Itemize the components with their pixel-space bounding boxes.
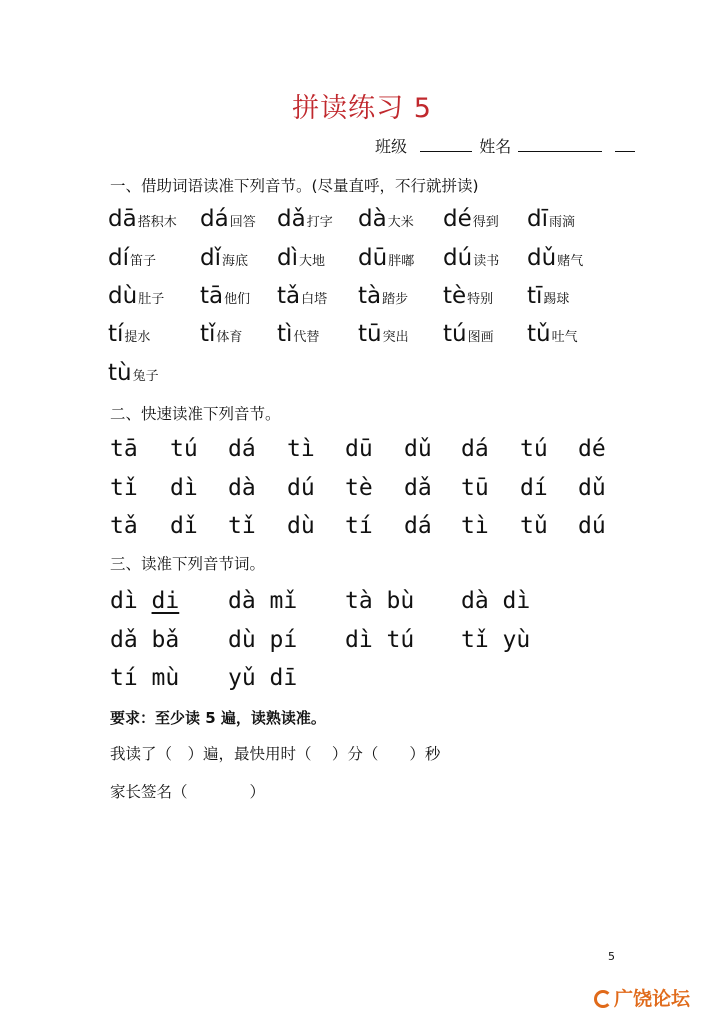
example-word: 踏步: [382, 292, 409, 307]
syllable: tǎ: [110, 513, 138, 539]
pinyin-syllable: tì: [277, 321, 293, 347]
example-word: 踢球: [543, 292, 570, 307]
syllable: tì: [461, 513, 489, 539]
pinyin-syllable: tǎ: [277, 283, 301, 309]
name-label: 姓名: [479, 137, 512, 156]
pinyin-syllable: tā: [200, 283, 224, 309]
pinyin-item: [277, 283, 327, 309]
class-name-line: [375, 134, 635, 157]
syllable: dá: [461, 436, 489, 462]
pinyin-syllable: tù: [108, 360, 132, 386]
example-word: 特别: [467, 292, 494, 307]
name-blank: [518, 137, 602, 152]
pinyin-item: [108, 283, 164, 309]
pinyin-item: [527, 283, 569, 309]
pinyin-syllable: tǔ: [527, 321, 551, 347]
pinyin-syllable: dá: [200, 206, 229, 232]
class-label: 班级: [375, 137, 408, 156]
pinyin-item: [443, 206, 499, 232]
pinyin-item: [108, 245, 156, 271]
pinyin-word: dà mǐ: [228, 588, 298, 614]
syllable: tū: [461, 475, 489, 501]
pinyin-word: tà bù: [345, 588, 415, 614]
pinyin-item: [358, 206, 414, 232]
syllable: dǔ: [404, 436, 432, 462]
syllable: dì: [170, 475, 198, 501]
example-word: 兔子: [132, 369, 159, 384]
pinyin-item: [277, 321, 319, 347]
example-word: 代替: [293, 330, 320, 345]
pinyin-word: tǐ yù: [461, 627, 531, 653]
pinyin-syllable: tà: [358, 283, 382, 309]
pinyin-item: [358, 283, 408, 309]
pinyin-syllable: tū: [358, 321, 382, 347]
pinyin-word-underlined-part: di: [151, 588, 180, 614]
syllable: dé: [578, 436, 606, 462]
pinyin-item: [200, 283, 250, 309]
example-word: 得到: [472, 215, 499, 230]
pinyin-syllable: dí: [108, 245, 129, 271]
syllable: dá: [404, 513, 432, 539]
syllable: dà: [228, 475, 256, 501]
syllable: tǔ: [520, 513, 548, 539]
section3-heading: 三、读准下列音节词。: [110, 555, 266, 573]
pinyin-item: [527, 321, 578, 347]
syllable: dú: [287, 475, 315, 501]
syllable: dí: [520, 475, 548, 501]
pinyin-item: [277, 206, 333, 232]
example-word: 雨滴: [549, 215, 576, 230]
example-word: 搭积木: [137, 215, 177, 230]
pinyin-item: [527, 206, 575, 232]
syllable: dù: [287, 513, 315, 539]
example-word: 白塔: [301, 292, 328, 307]
logo-g-icon: [594, 990, 612, 1008]
example-word: 提水: [124, 330, 151, 345]
pinyin-syllable: tú: [443, 321, 467, 347]
pinyin-syllable: dú: [443, 245, 473, 271]
pinyin-item: [443, 283, 493, 309]
pinyin-syllable: tǐ: [200, 321, 216, 347]
pinyin-syllable: dū: [358, 245, 388, 271]
pinyin-syllable: dǔ: [527, 245, 557, 271]
syllable: tǐ: [110, 475, 138, 501]
syllable: tǐ: [228, 513, 256, 539]
pinyin-syllable: dā: [108, 206, 137, 232]
syllable: tè: [345, 475, 373, 501]
syllable: dǐ: [170, 513, 198, 539]
syllable: tú: [170, 436, 198, 462]
pinyin-item: [200, 245, 248, 271]
pinyin-syllable: dì: [277, 245, 298, 271]
class-blank: [420, 137, 472, 152]
syllable: dǎ: [404, 475, 432, 501]
pinyin-item: [108, 360, 159, 386]
pinyin-syllable: tè: [443, 283, 467, 309]
logo-text: 广饶论坛: [614, 988, 691, 1010]
pinyin-word: [110, 588, 179, 614]
pinyin-syllable: dǎ: [277, 206, 306, 232]
example-word: 回答: [229, 215, 256, 230]
example-word: 读书: [473, 254, 500, 269]
syllable: tí: [345, 513, 373, 539]
example-word: 大地: [299, 254, 326, 269]
syllable: tā: [110, 436, 138, 462]
pinyin-item: [527, 245, 583, 271]
example-word: 笛子: [130, 254, 157, 269]
forum-logo: [594, 984, 690, 1011]
example-word: 大米: [387, 215, 414, 230]
pinyin-syllable: dé: [443, 206, 472, 232]
example-word: 胖嘟: [388, 254, 415, 269]
pinyin-word: dù pí: [228, 627, 298, 653]
pinyin-syllable: tí: [108, 321, 124, 347]
pinyin-word: dà dì: [461, 588, 531, 614]
parent-signature-line: 家长签名（ ）: [110, 783, 266, 801]
pinyin-syllable: tī: [527, 283, 543, 309]
pinyin-item: [108, 206, 177, 232]
example-word: 突出: [382, 330, 409, 345]
example-word: 体育: [216, 330, 243, 345]
example-word: 海底: [222, 254, 249, 269]
pinyin-word: dì tú: [345, 627, 415, 653]
example-word: 图画: [467, 330, 494, 345]
pinyin-item: [200, 321, 242, 347]
pinyin-item: [277, 245, 325, 271]
pinyin-syllable: dī: [527, 206, 548, 232]
pinyin-syllable: dǐ: [200, 245, 221, 271]
requirement-text: 要求：至少读 5 遍，读熟读准。: [110, 709, 326, 727]
pinyin-item: [443, 245, 499, 271]
example-word: 打字: [306, 215, 333, 230]
syllable: dū: [345, 436, 373, 462]
page-title: 拼读练习 5: [292, 93, 432, 124]
syllable: dá: [228, 436, 256, 462]
syllable: tú: [520, 436, 548, 462]
syllable: tì: [287, 436, 315, 462]
syllable: dú: [578, 513, 606, 539]
pinyin-item: [443, 321, 494, 347]
syllable: dǔ: [578, 475, 606, 501]
name-blank-extra: [615, 137, 635, 152]
pinyin-word: yǔ dī: [228, 665, 298, 691]
section2-heading: 二、快速读准下列音节。: [110, 405, 281, 423]
pinyin-item: [358, 321, 409, 347]
pinyin-syllable: dà: [358, 206, 387, 232]
reading-record-line: 我读了（ ）遍，最快用时（ ）分（ ）秒: [110, 745, 441, 763]
pinyin-item: [358, 245, 414, 271]
example-word: 赌气: [557, 254, 584, 269]
pinyin-word: dǎ bǎ: [110, 627, 180, 653]
pinyin-word: tí mù: [110, 665, 180, 691]
example-word: 他们: [224, 292, 251, 307]
pinyin-item: [108, 321, 150, 347]
section1-heading: 一、借助词语读准下列音节。(尽量直呼，不行就拼读): [110, 177, 479, 195]
example-word: 吐气: [551, 330, 578, 345]
pinyin-item: [200, 206, 256, 232]
pinyin-word-part: dì: [110, 588, 152, 614]
example-word: 肚子: [138, 292, 165, 307]
page-number: 5: [608, 950, 615, 963]
pinyin-syllable: dù: [108, 283, 138, 309]
